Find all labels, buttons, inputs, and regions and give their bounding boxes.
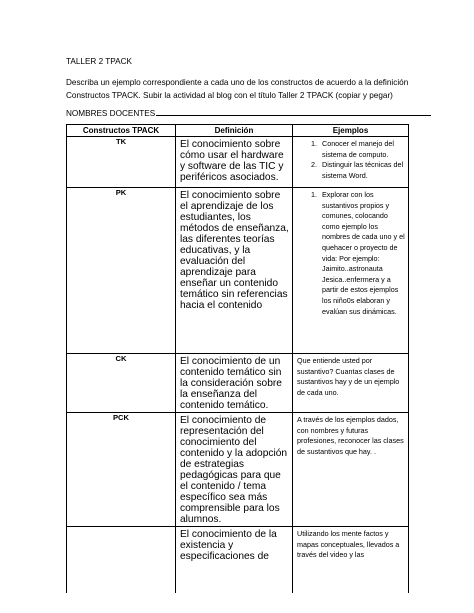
names-label: NOMBRES DOCENTES [66,109,156,118]
names-field [66,108,431,118]
instructions-paragraph: Describa un ejemplo correspondiente a cada uno de los constructos de acuerdo a la definición Constructos TPACK. Subir la actividad al blog con el título Taller 2 TPACK (copiar y pegar) [66,78,409,100]
construct-definition: El conocimiento sobre el aprendizaje de los estudiantes, los métodos de enseñanza, las diferentes teorías educativas, y la evaluación del aprendizaje para enseñar un contenido temático sin referencias hacia el contenido [176,188,293,354]
construct-definition: El conocimiento de la existencia y especificaciones de [176,527,293,593]
construct-examples [293,137,409,188]
table-row [67,188,409,354]
construct-code: CK [67,354,176,413]
table-row [67,354,409,413]
construct-definition: El conocimiento de representación del conocimiento del contenido y la adopción de estrategias pedagógicas para que el contenido / tema específico sea más comprensible para los alumnos. [176,413,293,527]
examples-list [297,139,405,181]
construct-code [67,527,176,593]
example-item: 1. Explorar con los sustantivos propios y comunes, colocando como ejemplo los nombres de cada uno y el quehacer o proyecto de vida: Por ejemplo: Jaimito..astronauta Jesica..enfermera y a partir de estos ejemplos los niño0s elaboran y evalúan sus dinámicas. [319,190,405,317]
construct-example-text: Utilizando los mente factos y mapas conceptuales, llevados a través del video y las [293,527,409,593]
construct-code: PCK [67,413,176,527]
table-row [67,527,409,593]
construct-code: PK [67,188,176,354]
tpack-table [66,124,409,593]
construct-definition: El conocimiento sobre cómo usar el hardware y software de las TIC y periféricos asociados. [176,137,293,188]
construct-example-text: A través de los ejemplos dados, con nombres y futuras profesiones, reconocer las clases de sustantivos que hay. . [293,413,409,527]
column-header-definition: Definición [176,125,293,137]
construct-examples [293,188,409,354]
example-item: 1. Conocer el manejo del sistema de computo. [319,139,405,160]
names-blank-line [156,108,431,116]
table-header-row [67,125,409,137]
construct-code: TK [67,137,176,188]
table-row [67,413,409,527]
construct-example-text: Que entiende usted por sustantivo? Cuantas clases de sustantivos hay y de un ejemplo de cada uno. [293,354,409,413]
column-header-constructs: Constructos TPACK [67,125,176,137]
document-title: TALLER 2 TPACK [66,57,132,66]
column-header-examples: Ejemplos [293,125,409,137]
example-item: 2. Distinguir las técnicas del sistema Word. [319,160,405,181]
examples-list [297,190,405,317]
table-row [67,137,409,188]
construct-definition: El conocimiento de un contenido temático sin la consideración sobre la enseñanza del contenido temático. [176,354,293,413]
